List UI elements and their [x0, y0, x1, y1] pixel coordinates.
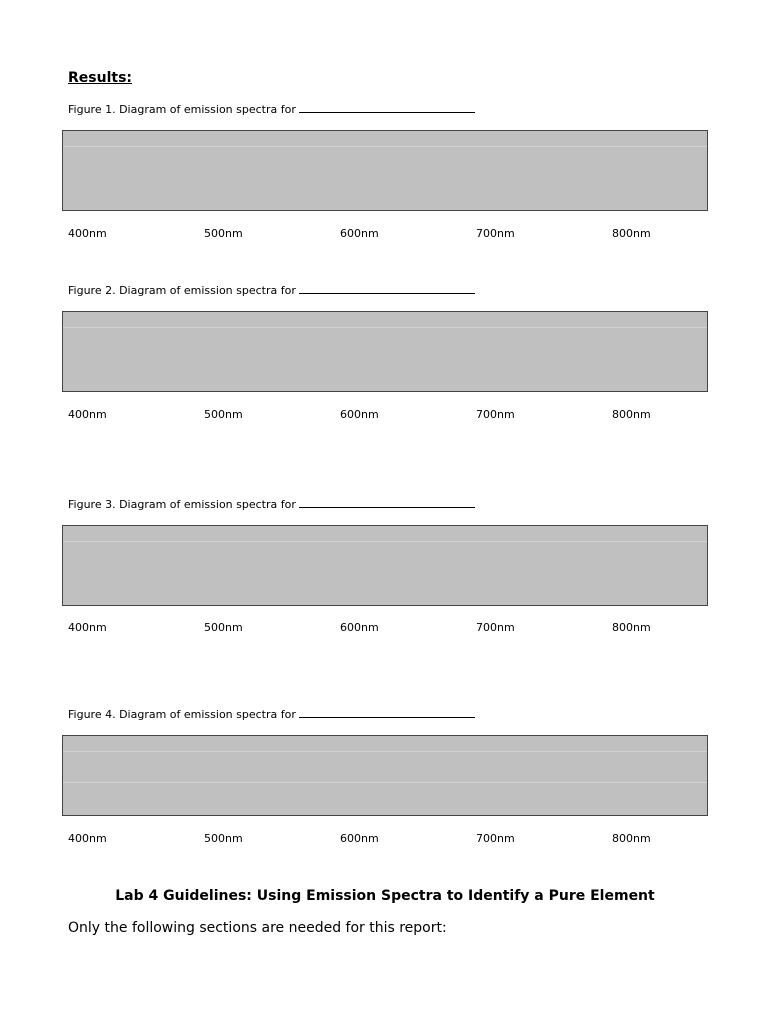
wavelength-label: 500nm	[204, 408, 243, 421]
spectrum-guide-line	[63, 327, 707, 328]
wavelength-label: 400nm	[68, 408, 107, 421]
wavelength-label: 800nm	[612, 832, 651, 845]
figure-caption-text: Figure 4. Diagram of emission spectra for	[68, 708, 296, 721]
figure-caption-text: Figure 2. Diagram of emission spectra for	[68, 284, 296, 297]
wavelength-label: 500nm	[204, 621, 243, 634]
spectrum-box	[62, 130, 708, 211]
wavelength-label: 600nm	[340, 227, 379, 240]
element-name-blank[interactable]	[299, 497, 475, 508]
spectrum-box	[62, 311, 708, 392]
spectrum-guide-line	[63, 782, 707, 783]
guidelines-intro: Only the following sections are needed for this report:	[68, 920, 447, 936]
figure-caption-text: Figure 1. Diagram of emission spectra for	[68, 103, 296, 116]
wavelength-label: 600nm	[340, 408, 379, 421]
wavelength-label: 700nm	[476, 832, 515, 845]
wavelength-label: 800nm	[612, 621, 651, 634]
figure-caption	[68, 102, 475, 116]
wavelength-label: 700nm	[476, 408, 515, 421]
wavelength-label: 800nm	[612, 408, 651, 421]
figure-caption	[68, 497, 475, 511]
wavelength-label: 700nm	[476, 621, 515, 634]
spectrum-guide-line	[63, 146, 707, 147]
element-name-blank[interactable]	[299, 102, 475, 113]
wavelength-label: 700nm	[476, 227, 515, 240]
wavelength-label: 500nm	[204, 227, 243, 240]
spectrum-guide-line	[63, 541, 707, 542]
wavelength-label: 600nm	[340, 832, 379, 845]
wavelength-label: 400nm	[68, 832, 107, 845]
wavelength-label: 400nm	[68, 621, 107, 634]
element-name-blank[interactable]	[299, 283, 475, 294]
spectrum-box	[62, 735, 708, 816]
figure-caption-text: Figure 3. Diagram of emission spectra for	[68, 498, 296, 511]
guidelines-title: Lab 4 Guidelines: Using Emission Spectra to Identify a Pure Element	[115, 888, 655, 904]
figure-caption	[68, 707, 475, 721]
figure-caption	[68, 283, 475, 297]
spectrum-box	[62, 525, 708, 606]
results-heading: Results:	[68, 70, 132, 86]
wavelength-label: 600nm	[340, 621, 379, 634]
element-name-blank[interactable]	[299, 707, 475, 718]
wavelength-label: 400nm	[68, 227, 107, 240]
wavelength-label: 500nm	[204, 832, 243, 845]
wavelength-label: 800nm	[612, 227, 651, 240]
spectrum-guide-line	[63, 751, 707, 752]
